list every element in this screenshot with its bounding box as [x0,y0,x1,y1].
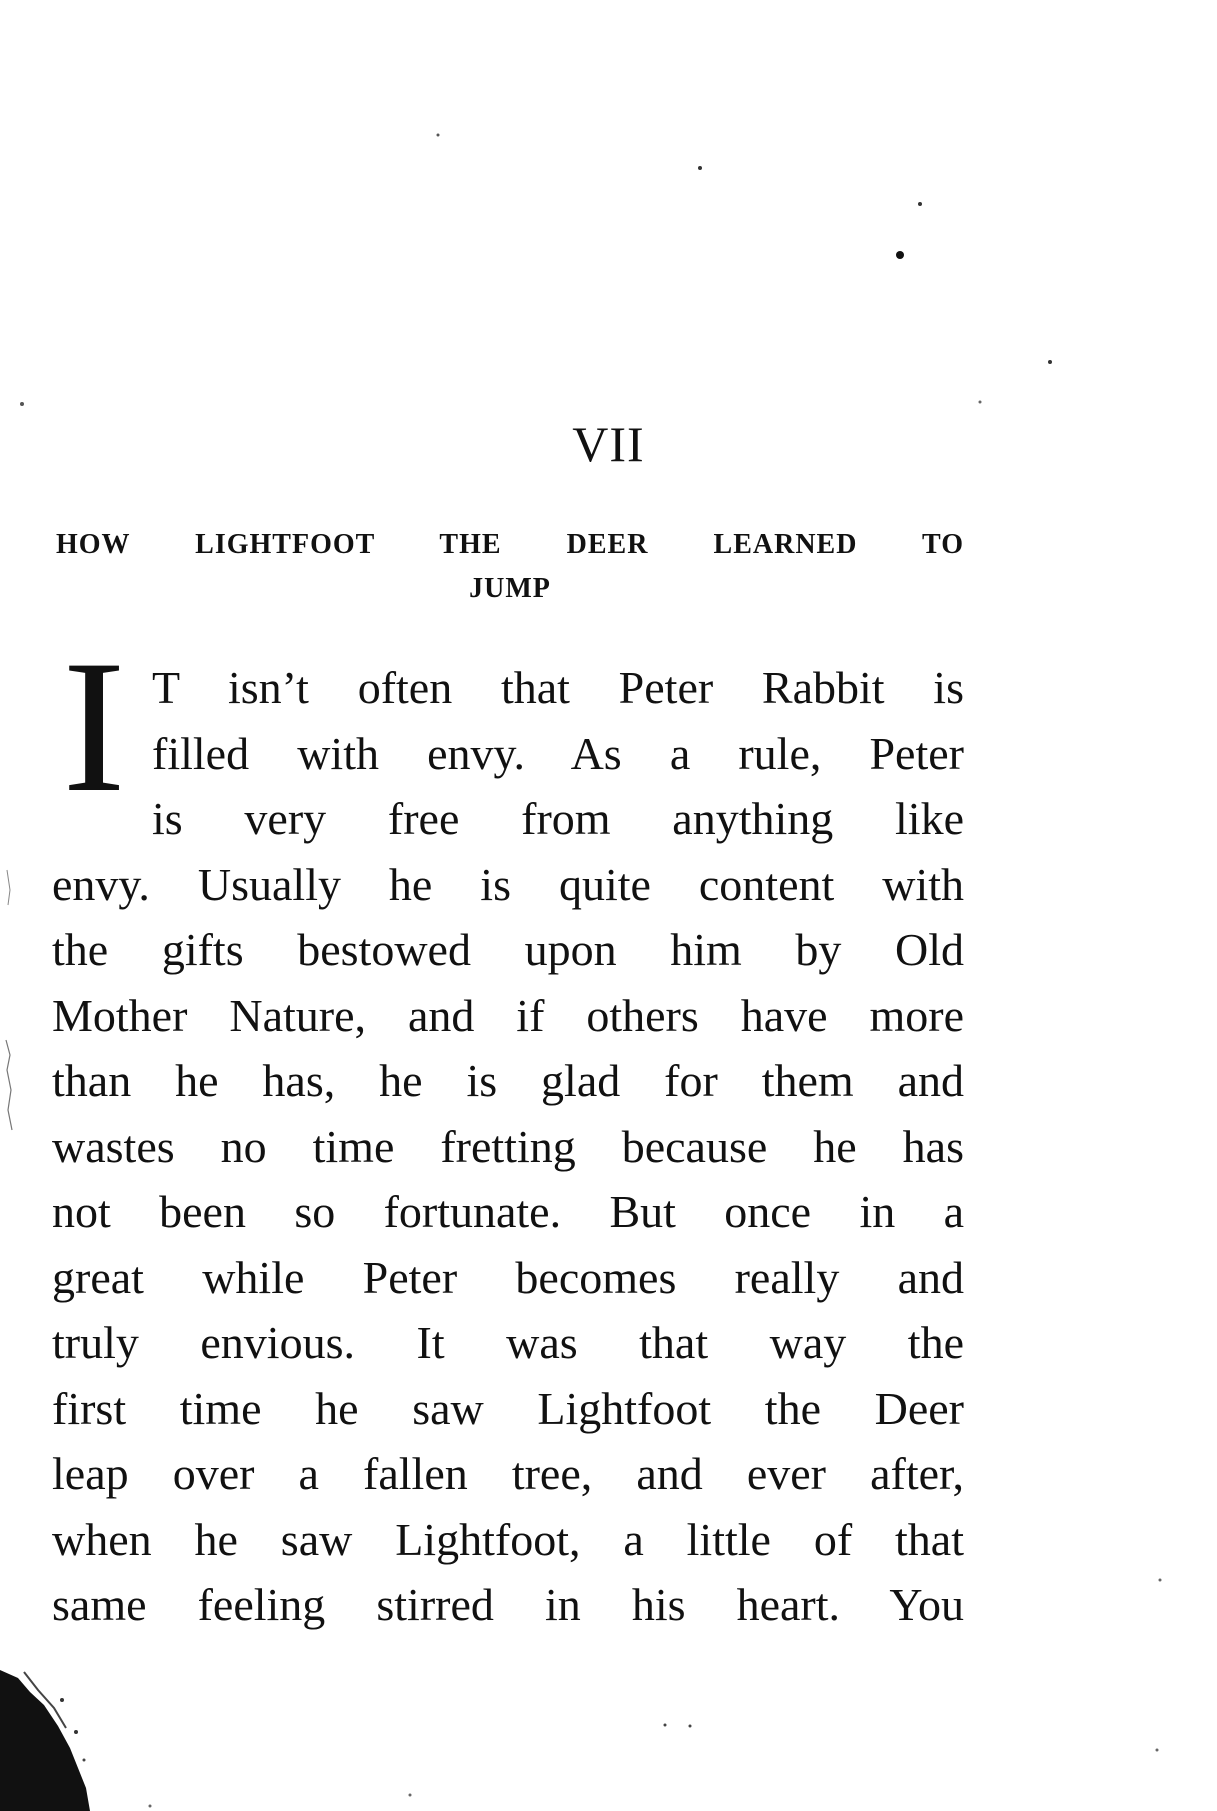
chapter-title-line: JUMP [469,573,551,604]
body-line: great while Peter becomes really and [52,1251,964,1303]
chapter-title-line: HOW LIGHTFOOT THE DEER LEARNED TO [56,529,964,560]
body-line: than he has, he is glad for them and [52,1055,964,1106]
body-line: is very free from anything like [152,793,964,844]
body-line: T isn’t often that Peter Rabbit is [152,662,964,713]
body-line: filled with envy. As a rule, Peter [152,727,964,779]
body-line: the gifts bestowed upon him by Old [52,924,964,975]
body-line: envy. Usually he is quite content with [52,858,964,910]
body-line: wastes no time fretting because he has [52,1120,964,1172]
body-line: truly envious. It was that way the [52,1317,964,1368]
chapter-number: VII [572,416,645,472]
body-line: when he saw Lightfoot, a little of that [52,1513,964,1565]
chapter-title [56,523,964,611]
body-line: leap over a fallen tree, and ever after, [52,1448,964,1499]
edge-smudge [0,1670,95,1811]
body-line: Mother Nature, and if others have more [52,989,964,1041]
body-line: first time he saw Lightfoot the Deer [52,1382,964,1434]
body-text [52,655,964,1638]
body-line: not been so fortunate. But once in a [52,1186,964,1237]
body-line: same feeling stirred in his heart. You [52,1579,964,1630]
svg-text:I: I [62,640,126,800]
